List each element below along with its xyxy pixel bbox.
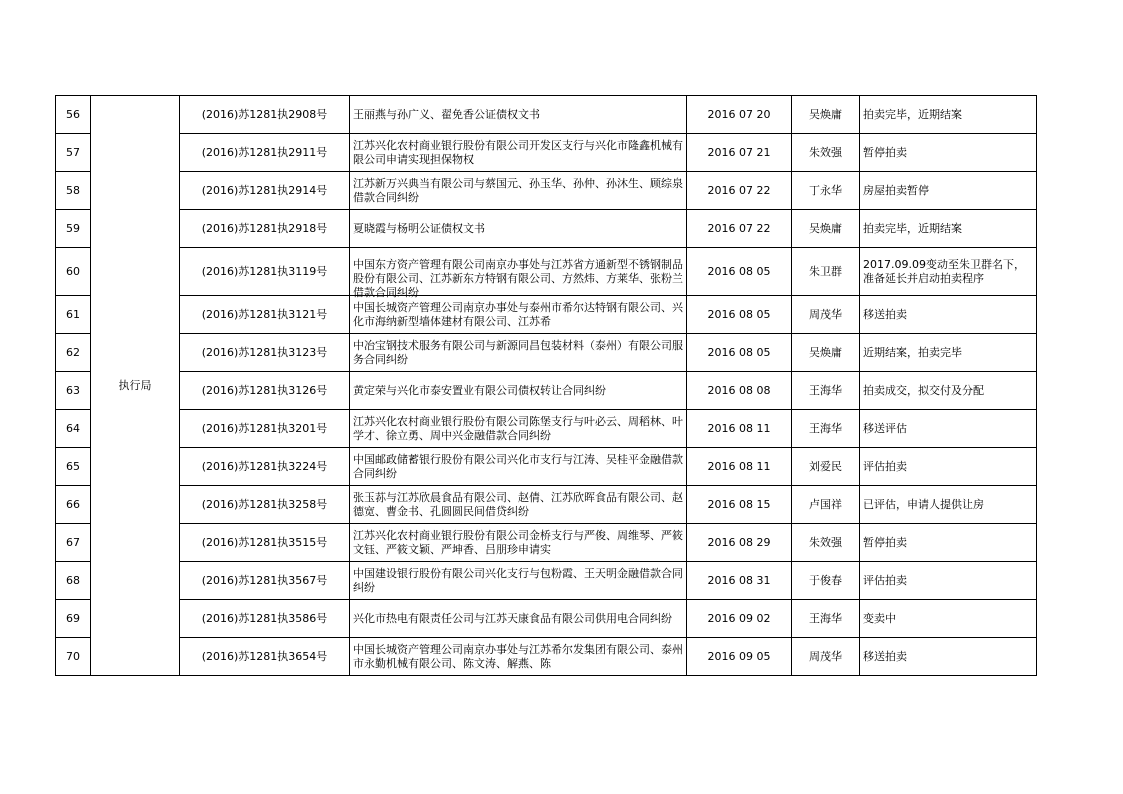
case-status: 拍卖成交，拟交付及分配 xyxy=(860,372,1037,410)
filing-date: 2016 07 22 xyxy=(687,172,792,210)
row-number: 57 xyxy=(56,134,91,172)
case-parties-text: 兴化市热电有限责任公司与江苏天康食品有限公司供用电合同纠纷 xyxy=(353,611,672,625)
filing-date: 2016 08 05 xyxy=(687,296,792,334)
table-row xyxy=(56,562,1037,600)
case-number: (2016)苏1281执2914号 xyxy=(180,172,350,210)
case-status: 拍卖完毕，近期结案 xyxy=(860,210,1037,248)
case-parties-text: 张玉荪与江苏欣晨食品有限公司、赵倩、江苏欣晖食品有限公司、赵德宽、曹金书、孔圆圆民间借贷纠纷 xyxy=(353,490,683,518)
case-parties-text: 江苏新万兴典当有限公司与蔡国元、孙玉华、孙仲、孙沐生、顾综泉借款合同纠纷 xyxy=(353,176,683,204)
case-status: 变卖中 xyxy=(860,600,1037,638)
filing-date: 2016 08 05 xyxy=(687,248,792,296)
case-parties-text: 夏晓霞与杨明公证债权文书 xyxy=(353,221,485,235)
case-parties xyxy=(350,410,687,448)
filing-date: 2016 08 05 xyxy=(687,334,792,372)
case-parties-text: 江苏兴化农村商业银行股份有限公司陈堡支行与叶必云、周稻林、叶学才、徐立勇、周中兴金融借款合同纠纷 xyxy=(353,414,683,442)
table-row xyxy=(56,448,1037,486)
case-table-body xyxy=(56,96,1037,676)
case-status: 2017.09.09变动至朱卫群名下，准备延长并启动拍卖程序 xyxy=(860,248,1037,296)
filing-date: 2016 08 31 xyxy=(687,562,792,600)
case-status: 评估拍卖 xyxy=(860,562,1037,600)
table-row xyxy=(56,486,1037,524)
filing-date: 2016 08 11 xyxy=(687,410,792,448)
judge-name: 王海华 xyxy=(792,372,860,410)
case-parties-text: 中国邮政储蓄银行股份有限公司兴化市支行与江涛、吴桂平金融借款合同纠纷 xyxy=(353,452,683,480)
row-number: 63 xyxy=(56,372,91,410)
table-row xyxy=(56,248,1037,296)
case-parties xyxy=(350,372,687,410)
judge-name: 朱效强 xyxy=(792,134,860,172)
judge-name: 刘爱民 xyxy=(792,448,860,486)
row-number: 70 xyxy=(56,638,91,676)
row-number: 69 xyxy=(56,600,91,638)
judge-name: 吴焕庸 xyxy=(792,334,860,372)
case-parties-text: 中国建设银行股份有限公司兴化支行与包粉霞、王天明金融借款合同纠纷 xyxy=(353,566,683,594)
case-parties xyxy=(350,96,687,134)
filing-date: 2016 07 21 xyxy=(687,134,792,172)
case-number: (2016)苏1281执3258号 xyxy=(180,486,350,524)
table-row xyxy=(56,296,1037,334)
filing-date: 2016 08 15 xyxy=(687,486,792,524)
case-parties xyxy=(350,134,687,172)
case-status: 房屋拍卖暂停 xyxy=(860,172,1037,210)
table-row xyxy=(56,524,1037,562)
case-number: (2016)苏1281执2911号 xyxy=(180,134,350,172)
case-parties xyxy=(350,600,687,638)
case-status: 移送拍卖 xyxy=(860,638,1037,676)
case-number: (2016)苏1281执2918号 xyxy=(180,210,350,248)
table-row xyxy=(56,638,1037,676)
row-number: 56 xyxy=(56,96,91,134)
row-number: 66 xyxy=(56,486,91,524)
table-row xyxy=(56,372,1037,410)
filing-date: 2016 08 29 xyxy=(687,524,792,562)
case-parties xyxy=(350,248,687,299)
filing-date: 2016 08 11 xyxy=(687,448,792,486)
filing-date: 2016 09 02 xyxy=(687,600,792,638)
judge-name: 王海华 xyxy=(792,600,860,638)
row-number: 64 xyxy=(56,410,91,448)
judge-name: 朱卫群 xyxy=(792,248,860,296)
row-number: 61 xyxy=(56,296,91,334)
case-parties xyxy=(350,334,687,372)
table-row xyxy=(56,334,1037,372)
case-number: (2016)苏1281执3201号 xyxy=(180,410,350,448)
case-status: 评估拍卖 xyxy=(860,448,1037,486)
table-row xyxy=(56,172,1037,210)
case-parties xyxy=(350,638,687,676)
judge-name: 吴焕庸 xyxy=(792,96,860,134)
filing-date: 2016 07 22 xyxy=(687,210,792,248)
filing-date: 2016 08 08 xyxy=(687,372,792,410)
row-number: 68 xyxy=(56,562,91,600)
judge-name: 周茂华 xyxy=(792,638,860,676)
case-number: (2016)苏1281执3119号 xyxy=(180,248,350,296)
case-parties-text: 江苏兴化农村商业银行股份有限公司金桥支行与严俊、周维琴、严筱文钰、严筱文颖、严坤香、吕朋珍申请实 xyxy=(353,528,683,556)
table-row xyxy=(56,600,1037,638)
department-cell: 执行局 xyxy=(91,96,180,676)
case-parties xyxy=(350,210,687,248)
case-number: (2016)苏1281执3126号 xyxy=(180,372,350,410)
case-parties xyxy=(350,172,687,210)
case-status: 暂停拍卖 xyxy=(860,524,1037,562)
case-number: (2016)苏1281执3586号 xyxy=(180,600,350,638)
case-status: 已评估，申请人提供让房 xyxy=(860,486,1037,524)
filing-date: 2016 07 20 xyxy=(687,96,792,134)
case-status: 移送拍卖 xyxy=(860,296,1037,334)
table-row xyxy=(56,96,1037,134)
case-number: (2016)苏1281执3123号 xyxy=(180,334,350,372)
table-row xyxy=(56,210,1037,248)
judge-name: 朱效强 xyxy=(792,524,860,562)
case-table xyxy=(55,95,1037,676)
case-parties xyxy=(350,562,687,600)
case-parties xyxy=(350,486,687,524)
case-number: (2016)苏1281执3654号 xyxy=(180,638,350,676)
case-parties-text: 黄定荣与兴化市泰安置业有限公司债权转让合同纠纷 xyxy=(353,383,606,397)
case-parties-text: 中国东方资产管理有限公司南京办事处与江苏省方通新型不锈钢制品股份有限公司、江苏新东方特钢有限公司、方然炜、方莱华、张粉兰借款合同纠纷 xyxy=(353,257,683,299)
case-number: (2016)苏1281执2908号 xyxy=(180,96,350,134)
judge-name: 于俊春 xyxy=(792,562,860,600)
case-parties xyxy=(350,296,687,334)
case-number: (2016)苏1281执3515号 xyxy=(180,524,350,562)
judge-name: 王海华 xyxy=(792,410,860,448)
case-parties-text: 江苏兴化农村商业银行股份有限公司开发区支行与兴化市隆鑫机械有限公司申请实现担保物权 xyxy=(353,138,683,166)
judge-name: 吴焕庸 xyxy=(792,210,860,248)
filing-date: 2016 09 05 xyxy=(687,638,792,676)
row-number: 59 xyxy=(56,210,91,248)
row-number: 67 xyxy=(56,524,91,562)
case-number: (2016)苏1281执3224号 xyxy=(180,448,350,486)
row-number: 62 xyxy=(56,334,91,372)
case-status: 移送评估 xyxy=(860,410,1037,448)
case-number: (2016)苏1281执3567号 xyxy=(180,562,350,600)
case-parties xyxy=(350,524,687,562)
case-parties-text: 王丽燕与孙广义、翟免香公证债权文书 xyxy=(353,107,540,121)
table-row xyxy=(56,134,1037,172)
case-number: (2016)苏1281执3121号 xyxy=(180,296,350,334)
case-status: 暂停拍卖 xyxy=(860,134,1037,172)
row-number: 65 xyxy=(56,448,91,486)
case-parties-text: 中冶宝钢技术服务有限公司与新源同昌包装材料（泰州）有限公司服务合同纠纷 xyxy=(353,338,683,366)
case-status: 拍卖完毕，近期结案 xyxy=(860,96,1037,134)
judge-name: 丁永华 xyxy=(792,172,860,210)
case-status: 近期结案，拍卖完毕 xyxy=(860,334,1037,372)
case-parties xyxy=(350,448,687,486)
case-parties-text: 中国长城资产管理公司南京办事处与江苏希尔发集团有限公司、泰州市永勤机械有限公司、陈文涛、解燕、陈 xyxy=(353,642,683,670)
row-number: 60 xyxy=(56,248,91,296)
judge-name: 卢国祥 xyxy=(792,486,860,524)
case-parties-text: 中国长城资产管理公司南京办事处与泰州市希尔达特钢有限公司、兴化市海纳新型墙体建材有限公司、江苏希 xyxy=(353,300,683,328)
table-row xyxy=(56,410,1037,448)
row-number: 58 xyxy=(56,172,91,210)
judge-name: 周茂华 xyxy=(792,296,860,334)
